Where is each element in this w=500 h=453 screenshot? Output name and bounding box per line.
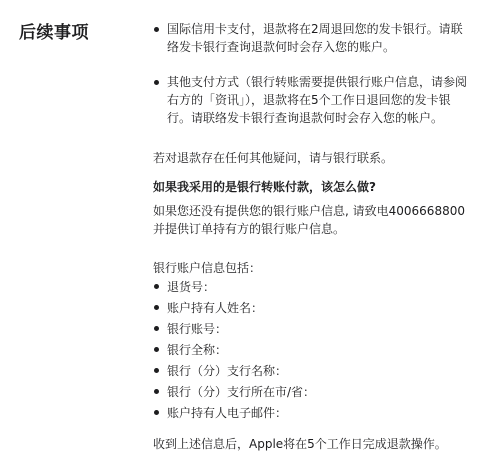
faq-answer: 如果您还没有提供您的银行账户信息, 请致电4006668800并提供订单持有方的银行账户信息。	[153, 204, 465, 236]
account-info-item-bank-name: 银行全称：	[153, 340, 473, 361]
account-info-item-holder-name: 账户持有人姓名：	[153, 298, 473, 319]
account-info-item-return-number: 退货号：	[153, 277, 473, 298]
final-note: 收到上述信息后，Apple将在5个工作日完成退款操作。	[153, 437, 447, 451]
contact-bank-note: 若对退款存在任何其他疑问，请与银行联系。	[153, 151, 394, 165]
refund-method-credit-card: 国际信用卡支付，退款将在2周退回您的发卡银行。请联络发卡银行查询退款何时会存入您的账户。	[153, 20, 473, 56]
account-info-item-branch-name: 银行（分）支行名称：	[153, 361, 473, 382]
content-column	[153, 20, 473, 453]
account-info-item-holder-email: 账户持有人电子邮件：	[153, 403, 473, 424]
section-title: 后续事项	[19, 23, 89, 43]
refund-method-other: 其他支付方式（银行转账需要提供银行账户信息，请参阅右方的「资讯」），退款将在5个工作日退回您的发卡银行。请联络发卡银行查询退款何时会存入您的帐户。	[153, 73, 473, 127]
account-info-item-branch-location: 银行（分）支行所在市/省：	[153, 382, 473, 403]
account-info-list	[153, 277, 473, 424]
account-info-heading: 银行账户信息包括：	[153, 261, 262, 275]
faq-question: 如果我采用的是银行转账付款，该怎么做?	[153, 180, 376, 194]
account-info-item-account-number: 银行账号：	[153, 319, 473, 340]
refund-methods-list	[153, 20, 473, 127]
